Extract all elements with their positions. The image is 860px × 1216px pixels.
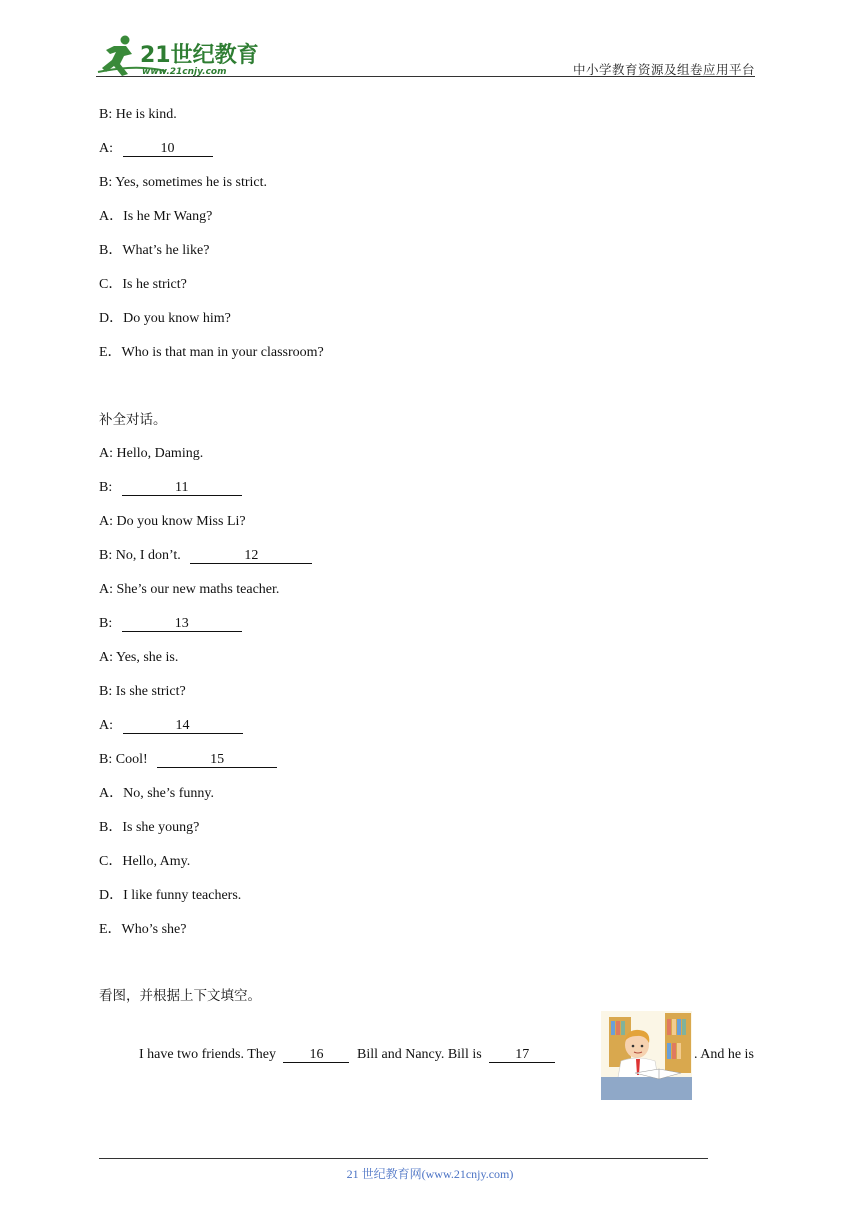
option-item: A．Is he Mr Wang?: [99, 209, 213, 224]
answer-blank-12[interactable]: 12: [190, 548, 312, 564]
header-divider: [96, 76, 755, 77]
dialog-line: A: 14: [99, 717, 243, 735]
dialog-line: A: 10: [99, 140, 213, 158]
option-item: C．Hello, Amy.: [99, 854, 191, 869]
dialog-line: B: Cool! 15: [99, 751, 277, 769]
answer-blank-16[interactable]: 16: [283, 1047, 349, 1063]
dialog-line: B: Yes, sometimes he is strict.: [99, 175, 268, 190]
section-instruction: 补全对话。: [99, 412, 167, 428]
option-item: B．Is she young?: [99, 820, 200, 835]
option-item: E．Who is that man in your classroom?: [99, 345, 324, 360]
option-item: B．What’s he like?: [99, 243, 210, 258]
footer-divider: [99, 1158, 708, 1159]
dialog-line: B: He is kind.: [99, 107, 177, 122]
answer-blank-13[interactable]: 13: [122, 616, 242, 632]
option-item: A．No, she’s funny.: [99, 786, 214, 801]
header-tagline: 中小学教育资源及组卷应用平台: [572, 62, 755, 77]
story-sentence-end: . And he is: [694, 1047, 754, 1062]
dialog-line: A: Hello, Daming.: [99, 446, 204, 461]
option-item: E．Who’s she?: [99, 922, 187, 937]
section-instruction: 看图，并根据上下文填空。: [99, 988, 261, 1004]
option-item: C．Is he strict?: [99, 277, 187, 292]
footer-text[interactable]: 21 世纪教育网(www.21cnjy.com): [346, 1167, 514, 1181]
site-logo: [96, 34, 266, 78]
answer-blank-14[interactable]: 14: [123, 718, 243, 734]
answer-blank-17[interactable]: 17: [489, 1047, 555, 1063]
story-sentence: I have two friends. They 16 Bill and Nancy. Bill is 17: [139, 1047, 559, 1063]
dialog-line: B: 11: [99, 479, 242, 497]
dialog-line: B: 13: [99, 615, 242, 633]
svg-text:www.21cnjy.com: www.21cnjy.com: [142, 67, 227, 77]
dialog-line: B: Is she strict?: [99, 684, 186, 699]
dialog-line: A: Do you know Miss Li?: [99, 514, 246, 529]
answer-blank-11[interactable]: 11: [122, 480, 242, 496]
dialog-line: A: She’s our new maths teacher.: [99, 582, 280, 597]
svg-text:21世纪教育: 21世纪教育: [140, 43, 259, 68]
dialog-line: B: No, I don’t. 12: [99, 547, 312, 565]
answer-blank-15[interactable]: 15: [157, 752, 277, 768]
dialog-line: A: Yes, she is.: [99, 650, 179, 665]
boy-reading-picture: [601, 1011, 692, 1100]
option-item: D．Do you know him?: [99, 311, 231, 326]
answer-blank-10[interactable]: 10: [123, 141, 213, 157]
page-header: [0, 0, 860, 80]
option-item: D．I like funny teachers.: [99, 888, 242, 903]
